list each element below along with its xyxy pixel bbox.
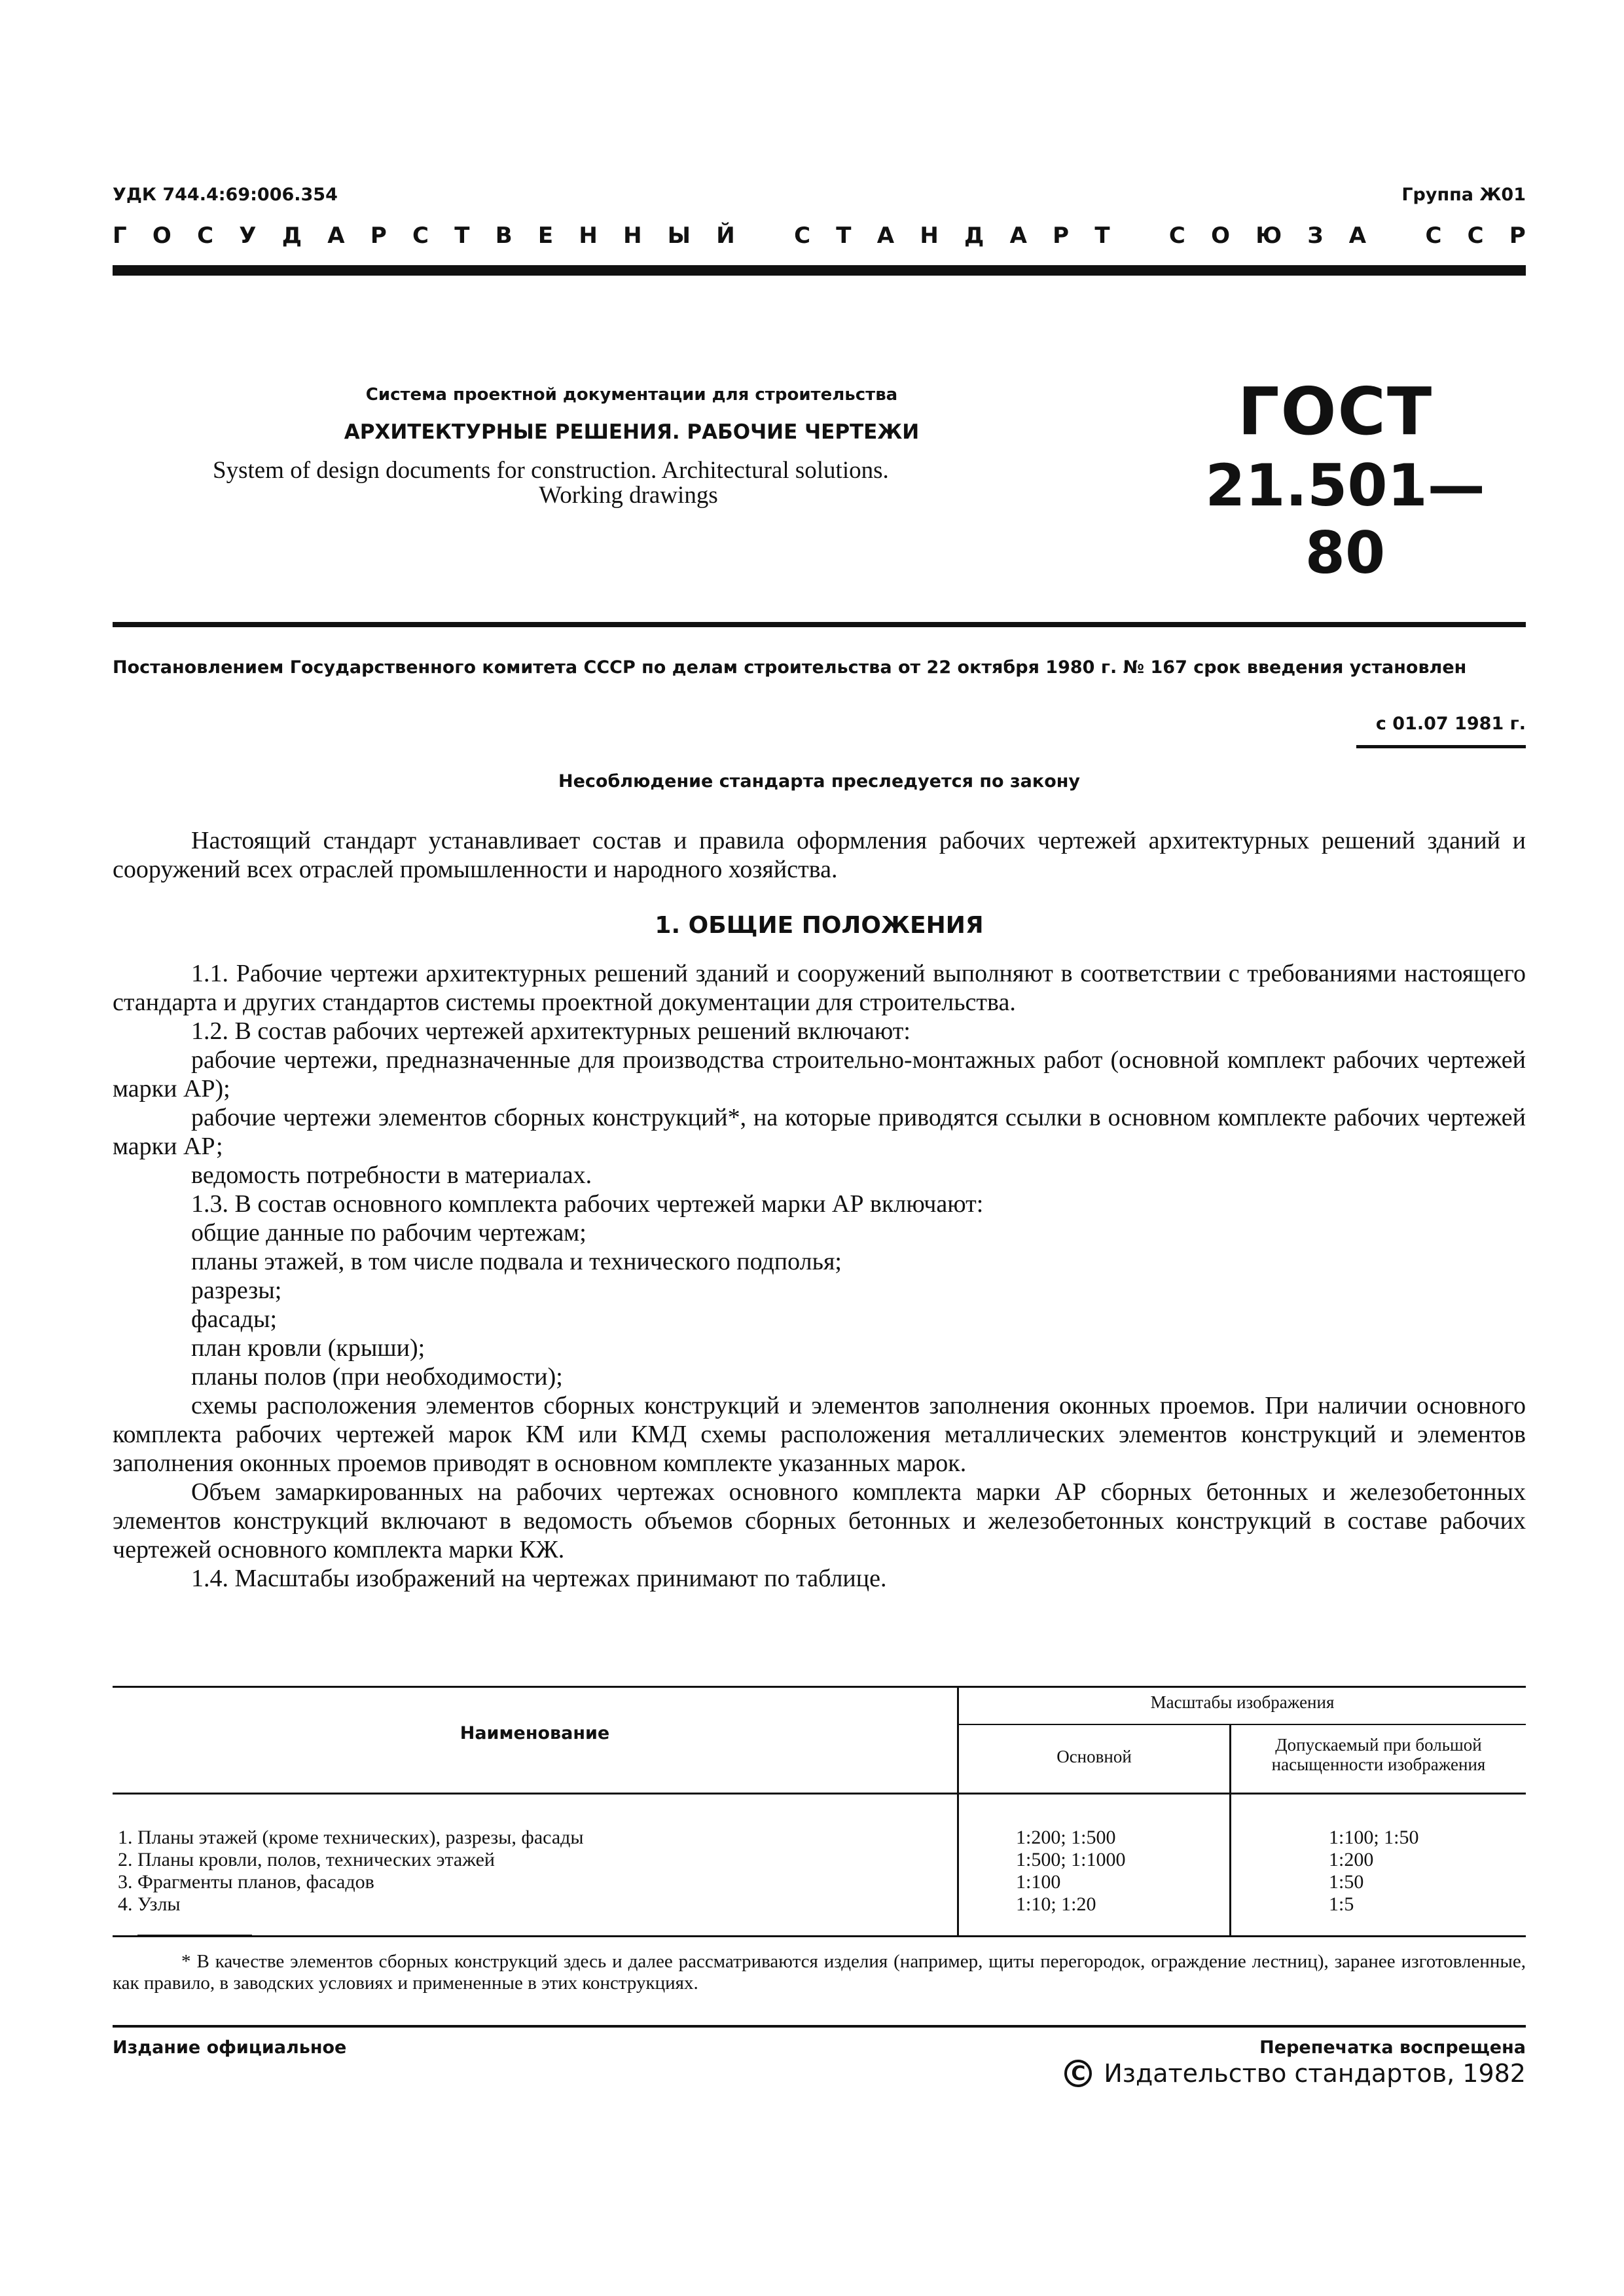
section-heading: 1. ОБЩИЕ ПОЛОЖЕНИЯ bbox=[655, 912, 984, 939]
table-header-scales: Масштабы изображения bbox=[1150, 1692, 1335, 1712]
intro-paragraph: Настоящий стандарт устанавливает состав и правила оформления рабочих чертежей архитектурных решений зданий и сооружений всех отраслей промышленности и народного хозяйства. bbox=[113, 827, 1526, 883]
list-item: план кровли (крыши); bbox=[191, 1334, 425, 1362]
banner-letter: Д bbox=[964, 223, 984, 249]
banner-letter: С bbox=[794, 223, 811, 249]
banner-letter: Ю bbox=[1255, 223, 1282, 249]
legal-warning: Несоблюдение стандарта преследуется по закону bbox=[558, 771, 1081, 792]
banner-letter bbox=[761, 223, 768, 249]
state-standard-banner bbox=[113, 223, 1526, 249]
table-cell-allowed: 1:5 bbox=[1329, 1893, 1354, 1915]
banner-letter: Р bbox=[1053, 223, 1070, 249]
banner-letter: Т bbox=[454, 223, 470, 249]
list-item: схемы расположения элементов сборных конструкций и элементов заполнения оконных проемов. При наличии основного комплекта рабочих чертежей марок КМ или КМД схемы расположения металлических элементов конструкций и элементов заполнения оконных проемов приводят в основном комплекте указанных марок. bbox=[113, 1392, 1526, 1477]
banner-letter: Т bbox=[1094, 223, 1110, 249]
list-item: ведомость потребности в материалах. bbox=[191, 1161, 592, 1189]
document-title-ru: АРХИТЕКТУРНЫЕ РЕШЕНИЯ. РАБОЧИЕ ЧЕРТЕЖИ bbox=[344, 420, 920, 444]
table-column-divider bbox=[957, 1686, 959, 1937]
banner-letter: А bbox=[1348, 223, 1367, 249]
publisher-line bbox=[1064, 2059, 1526, 2088]
table-cell-name: 2. Планы кровли, полов, технических этажей bbox=[118, 1849, 495, 1870]
udk-code: УДК 744.4:69:006.354 bbox=[113, 185, 338, 205]
banner-letter: Й bbox=[716, 223, 735, 249]
banner-letter: Н bbox=[623, 223, 642, 249]
banner-letter: А bbox=[1009, 223, 1027, 249]
table-cell-name: 1. Планы этажей (кроме технических), разрезы, фасады bbox=[118, 1827, 584, 1848]
header-rule bbox=[113, 265, 1526, 276]
introduction-date: с 01.07 1981 г. bbox=[1375, 714, 1526, 734]
list-item: планы этажей, в том числе подвала и технического подполья; bbox=[191, 1248, 842, 1275]
footer-rule bbox=[113, 2025, 1526, 2028]
gost-number: 21.501—80 bbox=[1205, 452, 1485, 587]
banner-letter: Ы bbox=[667, 223, 691, 249]
system-title-ru: Система проектной документации для строительства bbox=[365, 385, 898, 405]
decree-text: Постановлением Государственного комитета СССР по делам строительства от 22 октября 1980 г. № 167 срок введения установлен bbox=[113, 657, 1467, 678]
copyright-icon: C bbox=[1064, 2060, 1092, 2087]
table-bottom-rule bbox=[113, 1935, 1526, 1937]
table-cell-name: 3. Фрагменты планов, фасадов bbox=[118, 1871, 374, 1893]
list-item: фасады; bbox=[191, 1305, 278, 1333]
table-cell-allowed: 1:50 bbox=[1329, 1871, 1364, 1893]
paragraph-1-4: 1.4. Масштабы изображений на чертежах принимают по таблице. bbox=[191, 1565, 887, 1592]
banner-letter: Т bbox=[836, 223, 852, 249]
banner-letter: С bbox=[1467, 223, 1484, 249]
banner-letter: С bbox=[412, 223, 429, 249]
table-cell-main: 1:10; 1:20 bbox=[1016, 1893, 1096, 1915]
table-header-rule bbox=[113, 1793, 1526, 1795]
date-underline bbox=[1356, 745, 1526, 748]
table-cell-allowed: 1:200 bbox=[1329, 1849, 1374, 1870]
title-en-line1: System of design documents for construction. Architectural solutions. bbox=[213, 457, 889, 484]
paragraph-1-1: 1.1. Рабочие чертежи архитектурных решений зданий и сооружений выполняют в соответствии с требованиями настоящего стандарта и других стандартов системы проектной документации для строительства. bbox=[113, 960, 1526, 1016]
reprint-prohibited: Перепечатка воспрещена bbox=[1259, 2037, 1526, 2058]
banner-letter bbox=[1392, 223, 1399, 249]
gost-label: ГОСТ bbox=[1237, 373, 1434, 450]
banner-letter: Д bbox=[281, 223, 302, 249]
table-header-main: Основной bbox=[1056, 1747, 1132, 1766]
list-item: рабочие чертежи, предназначенные для производства строительно-монтажных работ (основной комплект рабочих чертежей марки АР); bbox=[113, 1046, 1526, 1102]
banner-letter bbox=[1136, 223, 1144, 249]
table-footnote-rule bbox=[137, 1935, 252, 1936]
banner-letter: Р bbox=[1509, 223, 1526, 249]
paragraph-1-2: 1.2. В состав рабочих чертежей архитектурных решений включают: bbox=[191, 1017, 911, 1045]
general-provisions bbox=[113, 959, 1526, 1593]
banner-letter: С bbox=[1425, 223, 1442, 249]
banner-letter: А bbox=[327, 223, 345, 249]
title-en-line2: Working drawings bbox=[539, 482, 718, 509]
publisher-name: Издательство стандартов, 1982 bbox=[1104, 2059, 1526, 2088]
table-column-main bbox=[1016, 1827, 1225, 1916]
list-item: планы полов (при необходимости); bbox=[191, 1363, 563, 1391]
official-edition: Издание официальное bbox=[113, 2037, 347, 2058]
document-title-en bbox=[213, 458, 1044, 508]
table-cell-main: 1:200; 1:500 bbox=[1016, 1827, 1116, 1848]
banner-letter: С bbox=[197, 223, 214, 249]
table-cell-name: 4. Узлы bbox=[118, 1893, 181, 1915]
table-column-names bbox=[118, 1827, 949, 1916]
banner-letter: В bbox=[495, 223, 513, 249]
banner-letter: А bbox=[876, 223, 895, 249]
banner-letter: З bbox=[1307, 223, 1324, 249]
banner-letter: Е bbox=[537, 223, 554, 249]
list-item: общие данные по рабочим чертежам; bbox=[191, 1219, 586, 1247]
table-header-allowed: Допускаемый при большой насыщенности изображения bbox=[1271, 1735, 1486, 1774]
table-header-name: Наименование bbox=[460, 1723, 610, 1743]
list-item: разрезы; bbox=[191, 1277, 282, 1304]
table-cell-main: 1:500; 1:1000 bbox=[1016, 1849, 1126, 1870]
banner-letter: О bbox=[1211, 223, 1230, 249]
group-code: Группа Ж01 bbox=[1401, 185, 1526, 205]
banner-letter: О bbox=[152, 223, 171, 249]
banner-letter: У bbox=[239, 223, 257, 249]
paragraph-1-3: 1.3. В состав основного комплекта рабочих чертежей марки АР включают: bbox=[191, 1190, 984, 1218]
table-top-rule bbox=[113, 1686, 1526, 1688]
banner-letter: Р bbox=[370, 223, 387, 249]
table-cell-allowed: 1:100; 1:50 bbox=[1329, 1827, 1419, 1848]
footnote: * В качестве элементов сборных конструкций здесь и далее рассматриваются изделия (например, щиты перегородок, ограждение лестниц), заранее изготовленные, как правило, в заводских условиях и примененные в этих конструкциях. bbox=[113, 1951, 1526, 1994]
banner-letter: С bbox=[1168, 223, 1185, 249]
list-item: рабочие чертежи элементов сборных конструкций*, на которые приводятся ссылки в основном комплекте рабочих чертежей марки АР; bbox=[113, 1104, 1526, 1160]
paragraph-volume: Объем замаркированных на рабочих чертежах основного комплекта марки АР сборных бетонных и железобетонных элементов конструкций включают в ведомость объемов сборных бетонных и железобетонных конструкций в составе рабочих чертежей основного комплекта марки КЖ. bbox=[113, 1478, 1526, 1563]
table-subheader-rule bbox=[957, 1724, 1526, 1725]
title-rule bbox=[113, 622, 1526, 627]
banner-letter: Г bbox=[113, 223, 127, 249]
table-column-allowed bbox=[1329, 1827, 1519, 1916]
banner-letter: Н bbox=[579, 223, 598, 249]
table-cell-main: 1:100 bbox=[1016, 1871, 1061, 1893]
banner-letter: Н bbox=[920, 223, 939, 249]
